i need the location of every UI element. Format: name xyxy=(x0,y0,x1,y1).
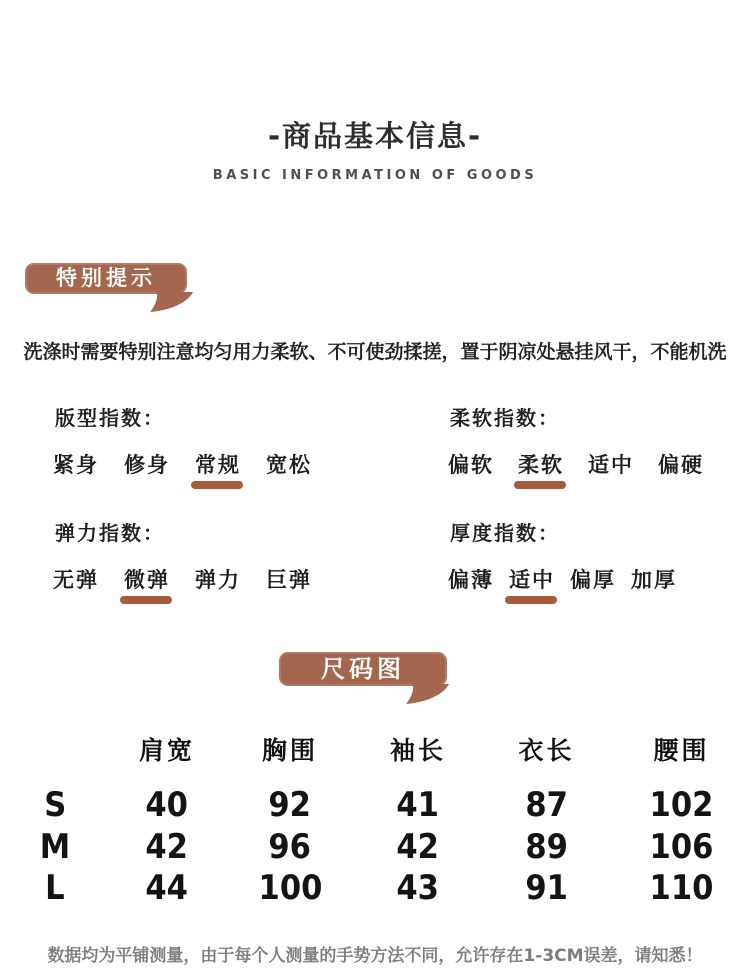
shoulder-value: 44 xyxy=(145,868,189,908)
elasticity-option: 弹力 xyxy=(195,568,241,592)
elasticity-index-options xyxy=(53,564,312,594)
col-header-sleeve: 袖长 xyxy=(389,736,446,765)
softness-option: 偏硬 xyxy=(658,453,704,477)
softness-index-label: 柔软指数： xyxy=(450,406,560,430)
shoulder-value: 40 xyxy=(145,785,189,825)
special-notice-badge xyxy=(25,263,187,294)
size-table-header xyxy=(0,731,750,767)
col-header-shoulder: 肩宽 xyxy=(138,736,195,765)
elasticity-option: 微弹 xyxy=(124,564,170,594)
shoulder-value: 42 xyxy=(145,827,189,867)
bust-value: 100 xyxy=(258,868,322,908)
bust-value: 92 xyxy=(268,785,312,825)
softness-option: 适中 xyxy=(588,453,634,477)
sleeve-value: 42 xyxy=(396,827,440,867)
col-header-bust: 胸围 xyxy=(261,736,318,765)
thickness-option: 偏薄 xyxy=(448,568,494,592)
fit-option: 紧身 xyxy=(53,453,99,477)
waist-value: 102 xyxy=(649,785,714,825)
col-header-length: 衣长 xyxy=(518,736,575,765)
size-label: S xyxy=(43,785,67,825)
fit-option: 宽松 xyxy=(266,453,312,477)
sleeve-value: 43 xyxy=(396,868,440,908)
fit-option: 常规 xyxy=(195,449,241,479)
page-subtitle: BASIC INFORMATION OF GOODS xyxy=(212,168,538,183)
size-table-row-l xyxy=(0,868,750,908)
thickness-option: 适中 xyxy=(509,564,555,594)
size-chart-badge-label: 尺码图 xyxy=(321,655,405,683)
softness-index-options xyxy=(448,449,704,479)
length-value: 89 xyxy=(525,827,568,867)
length-value: 91 xyxy=(525,868,568,908)
measurement-disclaimer: 数据均为平铺测量，由于每个人测量的手势方法不同，允许存在1-3CM误差，请知悉！ xyxy=(47,946,703,966)
elasticity-option: 巨弹 xyxy=(266,568,312,592)
size-table-row-m xyxy=(0,827,750,867)
thickness-option: 偏厚 xyxy=(570,568,616,592)
bust-value: 96 xyxy=(268,827,312,867)
thickness-index-options xyxy=(448,564,677,594)
speech-tail-icon xyxy=(403,684,449,704)
thickness-option: 加厚 xyxy=(631,568,677,592)
elasticity-index-label: 弹力指数： xyxy=(55,521,165,545)
size-chart-badge xyxy=(279,652,447,686)
fit-option: 修身 xyxy=(124,453,170,477)
elasticity-option: 无弹 xyxy=(53,568,99,592)
size-label: M xyxy=(39,827,71,867)
waist-value: 106 xyxy=(649,827,714,867)
fit-index-label: 版型指数： xyxy=(55,406,165,430)
col-header-waist: 腰围 xyxy=(653,736,710,765)
size-label: L xyxy=(45,868,65,908)
softness-option: 偏软 xyxy=(448,453,494,477)
special-notice-badge-label: 特别提示 xyxy=(56,266,156,290)
sleeve-value: 41 xyxy=(396,785,440,825)
page-title: -商品基本信息- xyxy=(267,119,483,153)
waist-value: 110 xyxy=(649,868,714,908)
size-table-row-s xyxy=(0,785,750,825)
thickness-index-label: 厚度指数： xyxy=(450,521,560,545)
length-value: 87 xyxy=(525,785,568,825)
softness-option: 柔软 xyxy=(518,449,564,479)
fit-index-options xyxy=(53,449,312,479)
washing-notice-text: 洗涤时需要特别注意均匀用力柔软、不可使劲揉搓，置于阴凉处悬挂风干，不能机洗 xyxy=(23,341,727,363)
speech-tail-icon xyxy=(147,292,193,312)
